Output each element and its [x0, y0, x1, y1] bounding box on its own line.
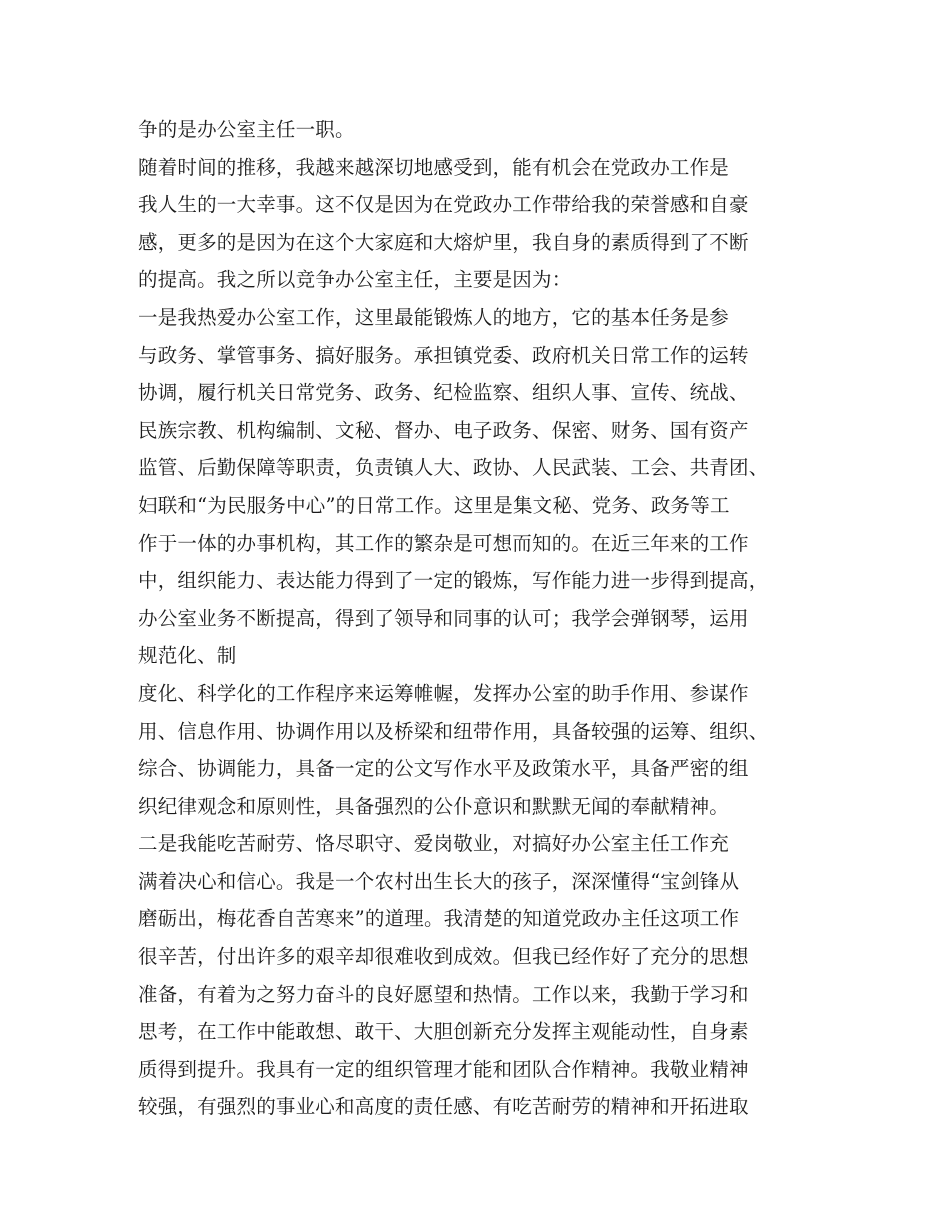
- text-line: 中，组织能力、表达能力得到了一定的锻炼，写作能力进一步得到提高，: [138, 569, 769, 593]
- text-line: 用、信息作用、协调作用以及桥梁和纽带作用，具备较强的运筹、组织、: [138, 719, 769, 743]
- text-line: 协调，履行机关日常党务、政务、纪检监察、组织人事、宣传、统战、: [138, 381, 749, 405]
- text-line: 质得到提升。我具有一定的组织管理才能和团队合作精神。我敬业精神: [138, 1057, 749, 1081]
- text-line: 准备，有着为之努力奋斗的良好愿望和热情。工作以来，我勤于学习和: [138, 982, 749, 1006]
- text-line: 满着决心和信心。我是一个农村出生长大的孩子，深深懂得“宝剑锋从: [138, 869, 740, 893]
- text-line: 很辛苦，付出许多的艰辛却很难收到成效。但我已经作好了充分的思想: [138, 945, 749, 969]
- text-line: 综合、协调能力，具备一定的公文写作水平及政策水平，具备严密的组: [138, 757, 749, 781]
- text-line: 妇联和“为民服务中心”的日常工作。这里是集文秘、党务、政务等工: [138, 493, 730, 517]
- text-line: 思考，在工作中能敢想、敢干、大胆创新充分发挥主观能动性，自身素: [138, 1020, 749, 1044]
- text-line: 与政务、掌管事务、搞好服务。承担镇党委、政府机关日常工作的运转: [138, 343, 749, 367]
- text-line: 民族宗教、机构编制、文秘、督办、电子政务、保密、财务、国有资产: [138, 418, 749, 442]
- text-line: 监管、后勤保障等职责，负责镇人大、政协、人民武装、工会、共青团、: [138, 456, 769, 480]
- text-line: 争的是办公室主任一职。: [138, 118, 355, 141]
- text-line: 我人生的一大幸事。这不仅是因为在党政办工作带给我的荣誉感和自豪: [138, 193, 749, 217]
- text-line: 的提高。我之所以竞争办公室主任，主要是因为：: [138, 268, 572, 292]
- text-line: 磨砺出，梅花香自苦寒来”的道理。我清楚的知道党政办主任这项工作: [138, 907, 740, 931]
- text-line: 随着时间的推移，我越来越深切地感受到，能有机会在党政办工作是: [138, 155, 730, 179]
- text-line: 一是我热爱办公室工作，这里最能锻炼人的地方，它的基本任务是参: [138, 305, 730, 329]
- body-text: [138, 111, 838, 1126]
- text-line: 规范化、制: [138, 644, 237, 668]
- text-line: 作于一体的办事机构，其工作的繁杂是可想而知的。在近三年来的工作: [138, 531, 749, 555]
- text-line: 二是我能吃苦耐劳、恪尽职守、爱岗敬业，对搞好办公室主任工作充: [138, 832, 730, 856]
- text-line: 度化、科学化的工作程序来运筹帷幄，发挥办公室的助手作用、参谋作: [138, 681, 749, 705]
- text-line: 感，更多的是因为在这个大家庭和大熔炉里，我自身的素质得到了不断: [138, 230, 749, 254]
- text-line: 织纪律观念和原则性，具备强烈的公仆意识和默默无闻的奉献精神。: [138, 794, 730, 818]
- text-line: 办公室业务不断提高，得到了领导和同事的认可；我学会弹钢琴，运用: [138, 606, 749, 630]
- text-line: 较强，有强烈的事业心和高度的责任感、有吃苦耐劳的精神和开拓进取: [138, 1095, 749, 1119]
